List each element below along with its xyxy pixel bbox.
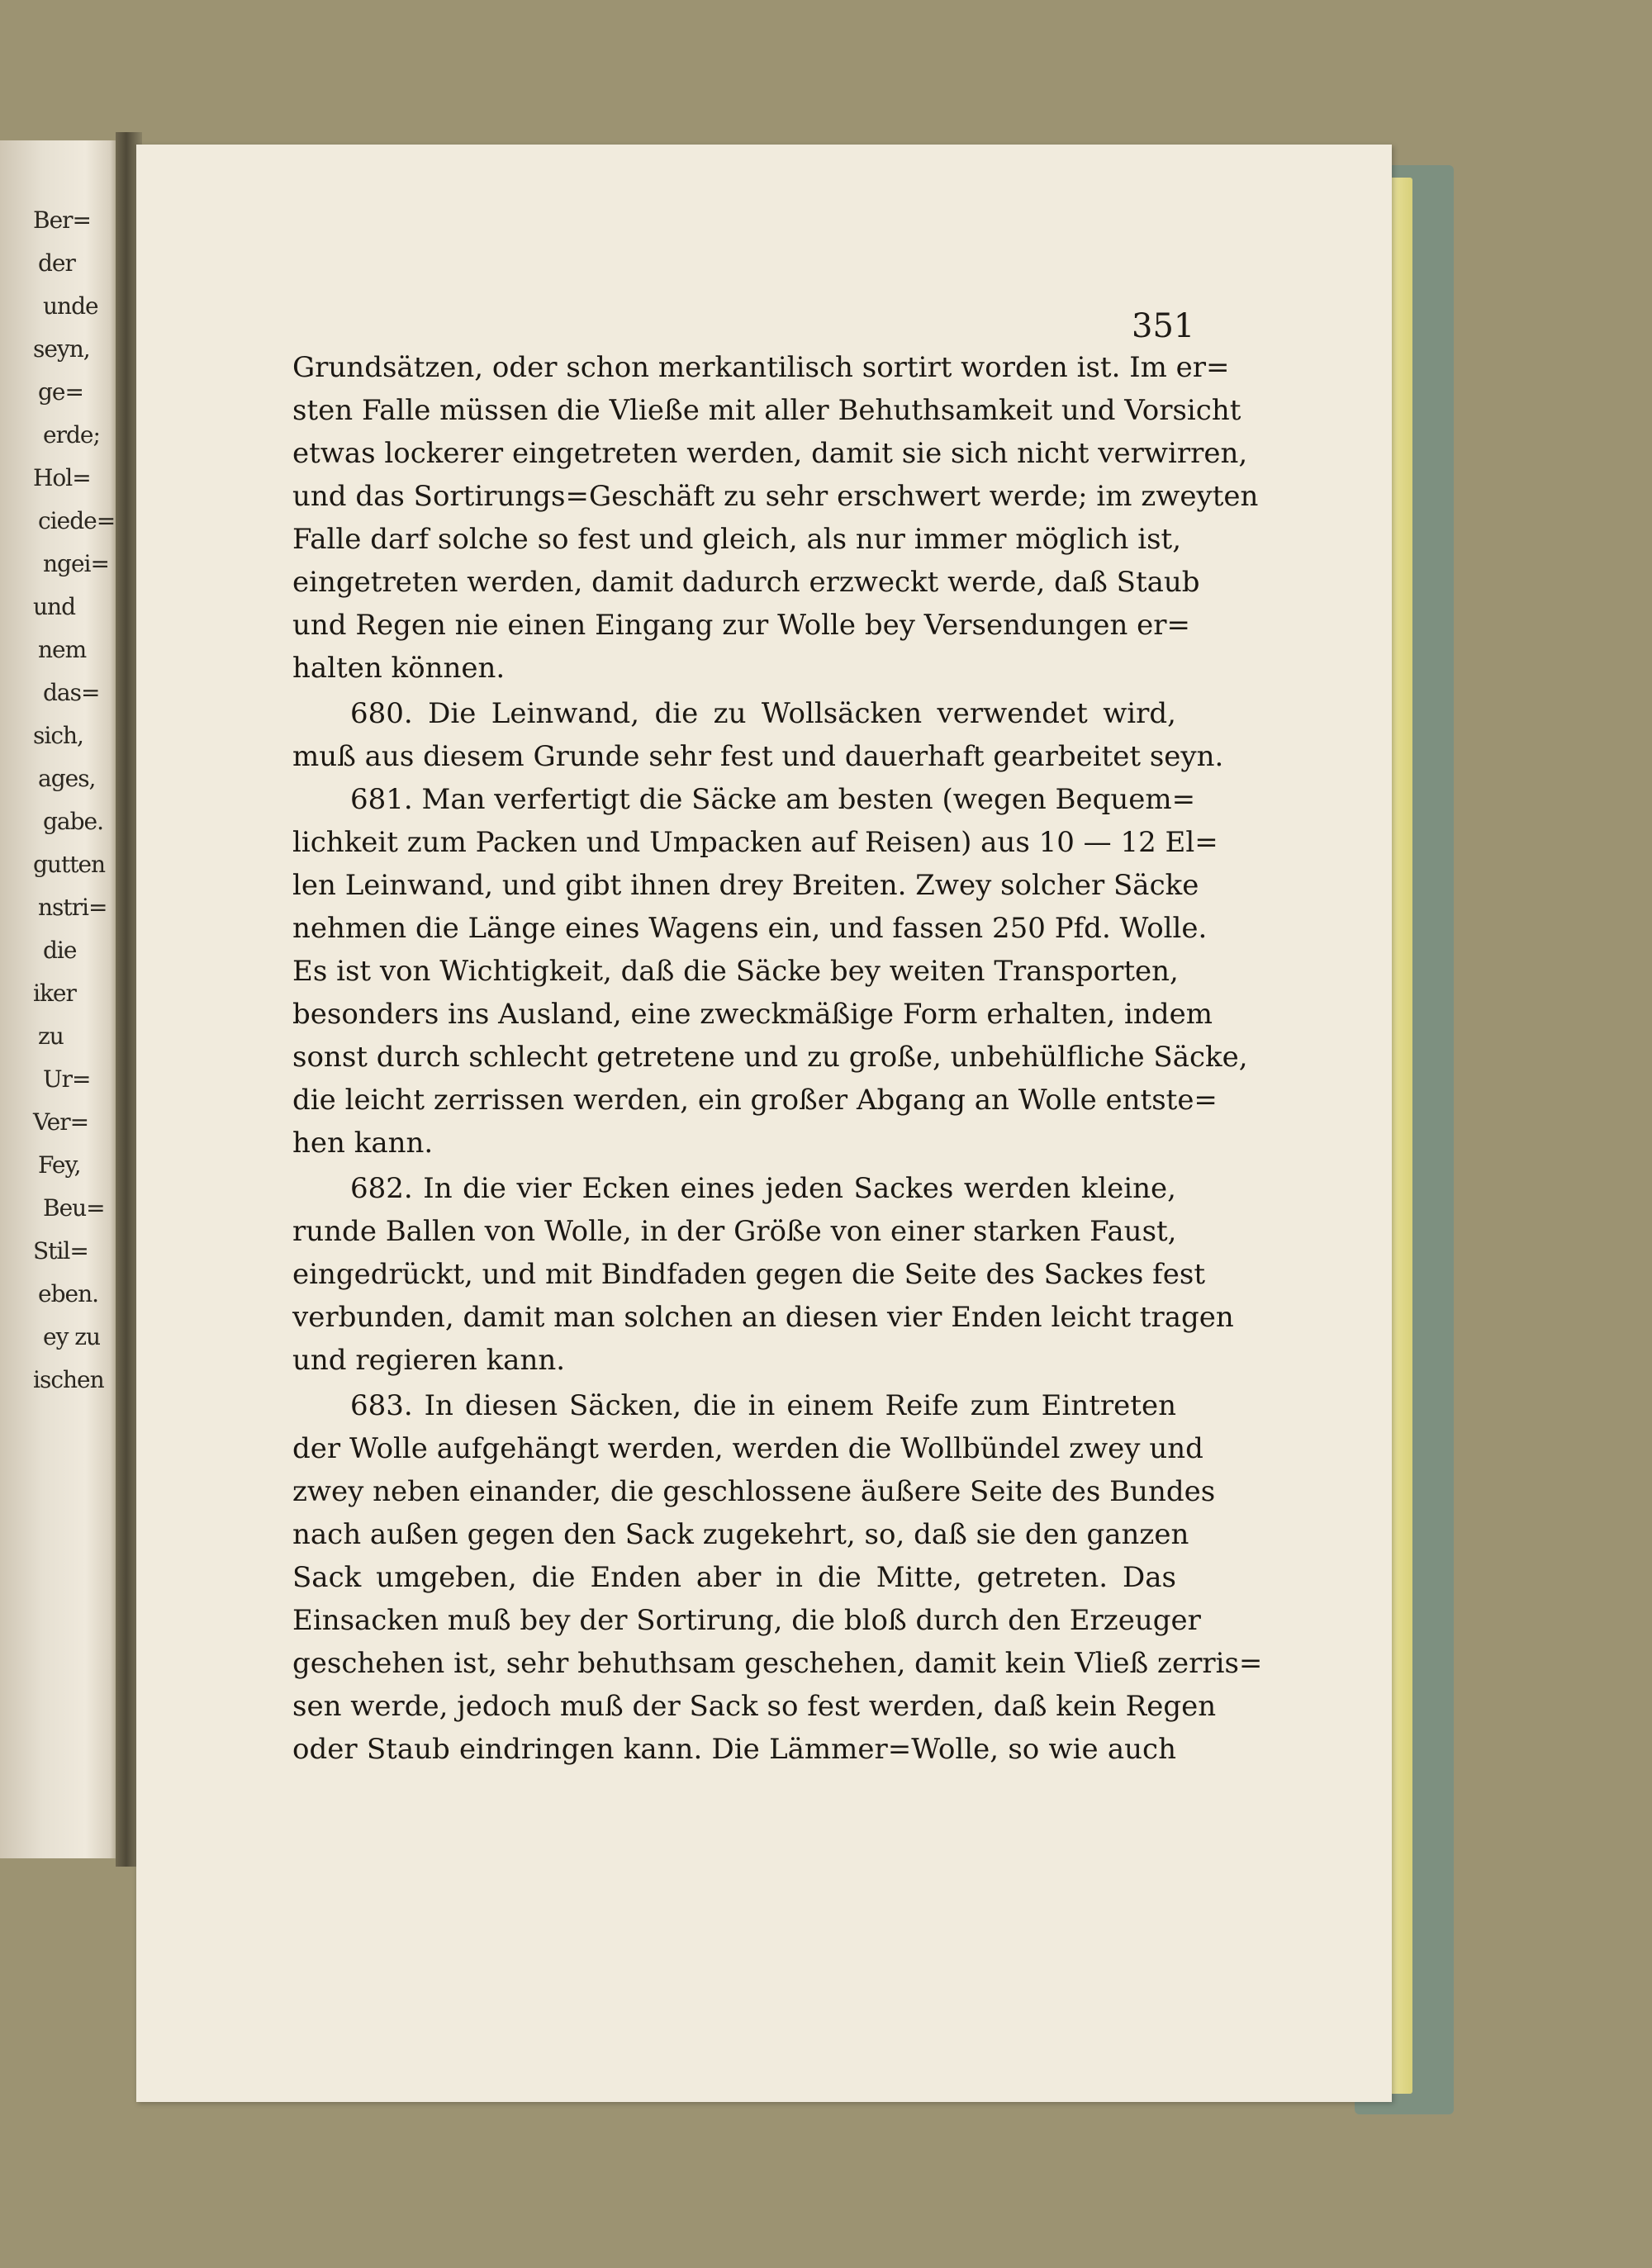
previous-page-fragment: seyn, bbox=[33, 335, 90, 363]
previous-page-fragment: zu bbox=[38, 1022, 64, 1050]
previous-page-fragment: ey zu bbox=[43, 1323, 101, 1350]
previous-page-fragment: eben. bbox=[38, 1280, 98, 1307]
text-line: eingedrückt, und mit Bindfaden gegen die Seite des Sackes fest bbox=[292, 1258, 1205, 1291]
text-line: sonst durch schlecht getretene und zu große, unbehülfliche Säcke, bbox=[292, 1041, 1248, 1074]
previous-page-fragment: Beu= bbox=[43, 1194, 105, 1222]
text-line: Einsacken muß bey der Sortirung, die bloß durch den Erzeuger bbox=[292, 1604, 1201, 1637]
previous-page-fragment: Ver= bbox=[33, 1108, 89, 1136]
text-line: sten Falle müssen die Vließe mit aller Behuthsamkeit und Vorsicht bbox=[292, 394, 1241, 427]
text-line: die leicht zerrissen werden, ein großer Abgang an Wolle entste= bbox=[292, 1084, 1218, 1117]
text-line: halten können. bbox=[292, 652, 506, 685]
previous-page-fragment: nstri= bbox=[38, 894, 107, 921]
previous-page-fragment: ischen bbox=[33, 1366, 104, 1393]
text-line: lichkeit zum Packen und Umpacken auf Reisen) aus 10 — 12 El= bbox=[292, 826, 1218, 859]
text-line: sen werde, jedoch muß der Sack so fest werden, daß kein Regen bbox=[292, 1690, 1217, 1723]
text-line: zwey neben einander, die geschlossene äußere Seite des Bundes bbox=[292, 1475, 1216, 1508]
previous-page-fragment: und bbox=[33, 593, 75, 620]
text-line: und regieren kann. bbox=[292, 1344, 566, 1377]
text-line: hen kann. bbox=[292, 1127, 434, 1160]
previous-page-fragment: nem bbox=[38, 636, 87, 663]
previous-page-fragment: gutten bbox=[33, 851, 106, 878]
text-line: der Wolle aufgehängt werden, werden die Wollbündel zwey und bbox=[292, 1432, 1203, 1465]
previous-page-fragment: erde; bbox=[43, 421, 100, 448]
text-line: verbunden, damit man solchen an diesen vier Enden leicht tragen bbox=[292, 1301, 1234, 1334]
previous-page-fragment: gabe. bbox=[43, 808, 104, 835]
previous-page-fragment: Ber= bbox=[33, 206, 91, 234]
previous-page-fragment: ciede= bbox=[38, 507, 116, 534]
previous-page-fragment: Stil= bbox=[33, 1237, 88, 1264]
text-line: geschehen ist, sehr behuthsam geschehen, damit kein Vließ zerris= bbox=[292, 1647, 1263, 1680]
text-line: Es ist von Wichtigkeit, daß die Säcke bey weiten Transporten, bbox=[292, 955, 1179, 988]
text-line: Falle darf solche so fest und gleich, als nur immer möglich ist, bbox=[292, 523, 1182, 556]
previous-page-fragment: Hol= bbox=[33, 464, 91, 491]
text-line: eingetreten werden, damit dadurch erzweckt werde, daß Staub bbox=[292, 566, 1200, 599]
previous-page-fragment: ge= bbox=[38, 378, 83, 406]
previous-page-fragment: das= bbox=[43, 679, 100, 706]
text-line: muß aus diesem Grunde sehr fest und dauerhaft gearbeitet seyn. bbox=[292, 740, 1224, 773]
paragraph-680: 680. Die Leinwand, die zu Wollsäcken verwendet wird, bbox=[350, 697, 1176, 730]
text-line: Grundsätzen, oder schon merkantilisch sortirt worden ist. Im er= bbox=[292, 351, 1230, 384]
paragraph-681: 681. Man verfertigt die Säcke am besten (wegen Bequem= bbox=[350, 783, 1196, 816]
previous-page-fragment: Fey, bbox=[38, 1151, 81, 1179]
previous-page-fragment: ngei= bbox=[43, 550, 109, 577]
paragraph-683: 683. In diesen Säcken, die in einem Reife zum Eintreten bbox=[350, 1389, 1176, 1422]
text-line: und das Sortirungs=Geschäft zu sehr erschwert werde; im zweyten bbox=[292, 480, 1259, 513]
page-number: 351 bbox=[1132, 307, 1195, 345]
previous-page-fragment: ages, bbox=[38, 765, 96, 792]
previous-page-fragment: Ur= bbox=[43, 1065, 91, 1093]
previous-page-fragment: sich, bbox=[33, 722, 83, 749]
previous-page-fragment: iker bbox=[33, 980, 76, 1007]
previous-page-fragment: unde bbox=[43, 292, 98, 320]
previous-page-fragment: der bbox=[38, 249, 75, 277]
text-line: besonders ins Ausland, eine zweckmäßige Form erhalten, indem bbox=[292, 998, 1213, 1031]
paragraph-682: 682. In die vier Ecken eines jeden Sackes werden kleine, bbox=[350, 1172, 1176, 1205]
previous-page-edge bbox=[0, 140, 122, 1858]
text-line: etwas lockerer eingetreten werden, damit sie sich nicht verwirren, bbox=[292, 437, 1248, 470]
text-line: Sack umgeben, die Enden aber in die Mitte, getreten. Das bbox=[292, 1561, 1176, 1594]
text-line: nehmen die Länge eines Wagens ein, und fassen 250 Pfd. Wolle. bbox=[292, 912, 1208, 945]
text-line: runde Ballen von Wolle, in der Größe von einer starken Faust, bbox=[292, 1215, 1177, 1248]
previous-page-fragment: die bbox=[43, 937, 77, 964]
text-line: len Leinwand, und gibt ihnen drey Breiten. Zwey solcher Säcke bbox=[292, 869, 1199, 902]
text-line: nach außen gegen den Sack zugekehrt, so, daß sie den ganzen bbox=[292, 1518, 1189, 1551]
text-line: und Regen nie einen Eingang zur Wolle bey Versendungen er= bbox=[292, 609, 1191, 642]
text-line: oder Staub eindringen kann. Die Lämmer=Wolle, so wie auch bbox=[292, 1733, 1176, 1766]
